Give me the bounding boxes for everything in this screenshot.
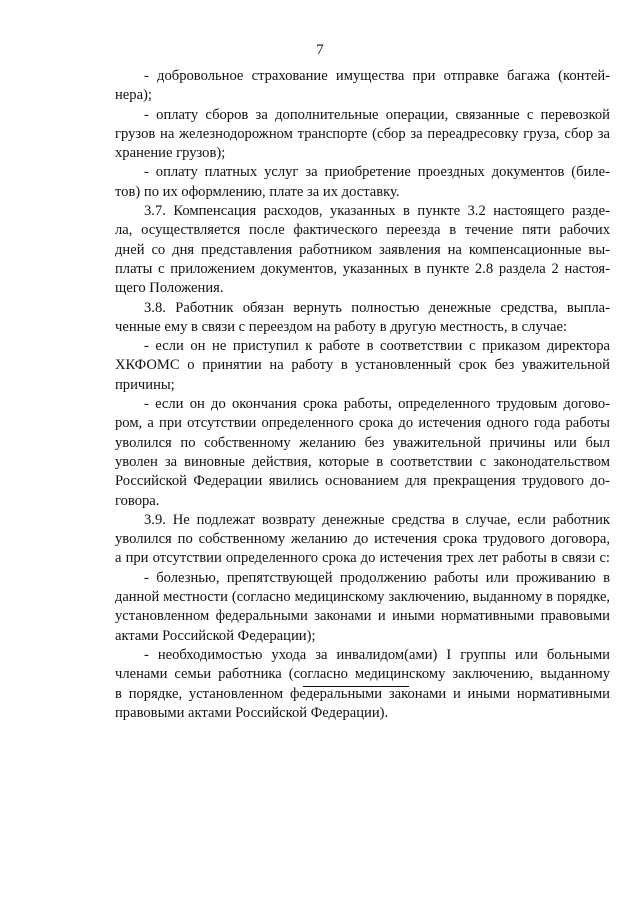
text-line: хранение грузов);: [115, 145, 226, 162]
text-line: установленном федеральными законами и иными нормативными правовыми: [115, 608, 610, 625]
text-line: уволен за виновные действия, которые в соответствии с законодательством: [115, 453, 610, 470]
text-line: щего Положения.: [115, 280, 224, 297]
text-line: тов) по их оформлению, плате за их доставку.: [115, 183, 400, 200]
text-line: нера);: [115, 87, 152, 104]
text-line: говора.: [115, 492, 160, 509]
text-line: дней со дня представления работником заявления на компенсационные вы-: [115, 241, 610, 258]
text-line: - добровольное страхование имущества при отправке багажа (контей-: [144, 68, 610, 84]
text-line: грузов на железнодорожном транспорте (сбор за переадресовку груза, сбор за: [115, 125, 610, 142]
text-line: уволился по собственному желанию до истечения срока трудового договора,: [115, 531, 610, 548]
text-line: Российской Федерации явились основанием для прекращения трудового до-: [115, 473, 610, 490]
text-line: платы с приложением документов, указанных в пункте 2.8 раздела 2 настоя-: [115, 260, 610, 277]
text-line: 3.9. Не подлежат возврату денежные средства в случае, если работник: [144, 511, 610, 528]
text-line: причины;: [115, 376, 175, 393]
text-line: ром, а при отсутствии определенного срока до истечения одного года работы: [115, 415, 610, 432]
text-line: - оплату платных услуг за приобретение проездных документов (биле-: [144, 164, 610, 181]
text-line: - необходимостью ухода за инвалидом(ами) I группы или больными: [144, 646, 610, 663]
page-number: 7: [316, 42, 324, 58]
text-line: данной местности (согласно медицинскому заключению, выданному в порядке,: [115, 589, 610, 606]
text-line: ченные ему в связи с переездом на работу в другую местность, в случае:: [115, 318, 568, 335]
text-line: актами Российской Федерации);: [115, 627, 316, 644]
text-line: - если он до окончания срока работы, определенного трудовым догово-: [144, 396, 610, 413]
text-line: - оплату сборов за дополнительные операции, связанные с перевозкой: [144, 106, 610, 123]
text-line: членами семьи работника (согласно медицинскому заключению, выданному: [115, 666, 610, 683]
text-line: ла, осуществляется после фактического переезда в течение пяти рабочих: [115, 222, 610, 239]
text-line: 3.7. Компенсация расходов, указанных в пункте 3.2 настоящего разде-: [144, 203, 610, 220]
document-body: [115, 67, 610, 723]
text-line: а при отсутствии определенного срока до истечения трех лет работы в связи с:: [115, 550, 610, 567]
end-divider-line: [303, 686, 409, 687]
text-line: - болезнью, препятствующей продолжению работы или проживанию в: [144, 569, 610, 586]
text-line: уволился по собственному желанию без уважительной причины или был: [115, 434, 610, 451]
text-line: ХКФОМС о принятии на работу в установленный срок без уважительной: [115, 357, 610, 374]
text-line: в порядке, установленном федеральными законами и иными нормативными: [115, 685, 610, 702]
text-line: 3.8. Работник обязан вернуть полностью денежные средства, выпла-: [144, 299, 610, 316]
text-line: - если он не приступил к работе в соответствии с приказом директора: [144, 338, 610, 355]
text-line: правовыми актами Российской Федерации).: [115, 704, 389, 721]
